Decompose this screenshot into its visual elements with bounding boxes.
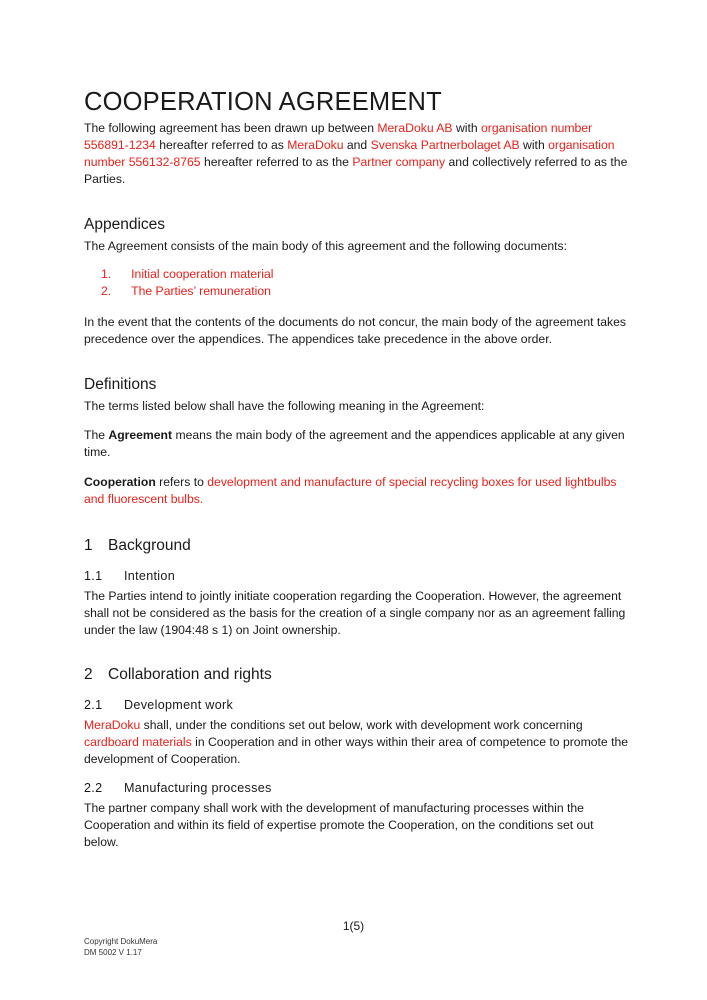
footer-info bbox=[84, 936, 157, 958]
intro-text: and bbox=[343, 138, 371, 152]
definition-agreement bbox=[84, 427, 629, 461]
section-title: Collaboration and rights bbox=[108, 666, 272, 683]
intro-paragraph bbox=[84, 120, 629, 188]
intro-text: hereafter referred to as bbox=[155, 138, 288, 152]
document-id: DM 5002 V 1.17 bbox=[84, 948, 142, 957]
intro-text: with bbox=[452, 121, 482, 135]
definitions-lead: The terms listed below shall have the following meaning in the Agreement: bbox=[84, 399, 485, 413]
intro-text: and collectively referred to as the Parties. bbox=[84, 155, 628, 186]
definition-text: The bbox=[84, 428, 109, 442]
subsection-number: 2.1 bbox=[84, 698, 103, 712]
section-1-1-text: The Parties intend to jointly initiate cooperation regarding the Cooperation. However, the agreement shall not be considered as the basis for the creation of a single company nor as an agreement falling under the law (1904:48 s 1) on Joint ownership. bbox=[84, 589, 626, 637]
subsection-title: Intention bbox=[124, 569, 176, 583]
section-2-heading bbox=[84, 665, 629, 685]
appendices-precedence: In the event that the contents of the documents do not concur, the main body of the agreement takes precedence over the appendices. The appendices take precedence in the above order. bbox=[84, 315, 627, 346]
company-a-org-number: organisation number 556891-1234 bbox=[84, 121, 593, 152]
section-2-1-heading bbox=[84, 697, 629, 714]
company-a-short-name: MeraDoku bbox=[287, 138, 344, 152]
page-title: COOPERATION AGREEMENT bbox=[84, 88, 442, 116]
document-page bbox=[84, 86, 629, 851]
company-a-name: MeraDoku AB bbox=[377, 121, 453, 135]
party-meradoku: MeraDoku bbox=[84, 718, 141, 732]
section-number: 1 bbox=[84, 537, 93, 554]
appendices-heading: Appendices bbox=[84, 216, 166, 233]
company-b-name: Svenska Partnerbolaget AB bbox=[370, 138, 520, 152]
definition-text: refers to bbox=[155, 475, 208, 489]
definition-text: means the main body of the agreement and the appendices applicable at any given time. bbox=[84, 428, 625, 459]
list-item-text: Initial cooperation material bbox=[131, 267, 274, 281]
section-text: in Cooperation and in other ways within their area of competence to promote the development of Cooperation. bbox=[84, 735, 629, 766]
section-2-2-text: The partner company shall work with the development of manufacturing processes within the Cooperation and within its field of expertise promote the Cooperation, on the conditions set out below. bbox=[84, 801, 594, 849]
term-agreement: Agreement bbox=[108, 428, 173, 442]
cooperation-definition: development and manufacture of special recycling boxes for used lightbulbs and fluorescent bulbs. bbox=[84, 475, 617, 506]
intro-text: The following agreement has been drawn up between bbox=[84, 121, 378, 135]
term-cooperation: Cooperation bbox=[84, 475, 156, 489]
section-number: 2 bbox=[84, 666, 93, 683]
section-1-1-heading bbox=[84, 568, 629, 585]
definitions-heading: Definitions bbox=[84, 376, 157, 393]
company-b-org-number: organisation number 556132-8765 bbox=[84, 138, 615, 169]
copyright-text: Copyright DokuMera bbox=[84, 937, 158, 946]
cardboard-materials: cardboard materials bbox=[84, 735, 192, 749]
intro-text: with bbox=[519, 138, 549, 152]
subsection-title: Manufacturing processes bbox=[124, 781, 272, 795]
company-b-short-name: Partner company bbox=[352, 155, 446, 169]
intro-text: hereafter referred to as the bbox=[200, 155, 353, 169]
page-number: 1(5) bbox=[342, 919, 365, 933]
section-1-heading bbox=[84, 536, 629, 556]
appendices-list bbox=[84, 266, 629, 300]
list-item-number: 2. bbox=[101, 284, 112, 298]
section-text: shall, under the conditions set out below, work with development work concerning bbox=[140, 718, 583, 732]
definition-cooperation bbox=[84, 474, 629, 508]
list-item-number: 1. bbox=[101, 267, 112, 281]
appendices-lead: The Agreement consists of the main body of this agreement and the following documents: bbox=[84, 239, 568, 253]
subsection-number: 1.1 bbox=[84, 569, 103, 583]
list-item bbox=[84, 266, 629, 283]
list-item-text: The Parties’ remuneration bbox=[131, 284, 271, 298]
section-title: Background bbox=[108, 537, 191, 554]
section-2-1-text bbox=[84, 717, 629, 768]
list-item bbox=[84, 283, 629, 300]
subsection-title: Development work bbox=[124, 698, 234, 712]
section-2-2-heading bbox=[84, 780, 629, 797]
subsection-number: 2.2 bbox=[84, 781, 103, 795]
